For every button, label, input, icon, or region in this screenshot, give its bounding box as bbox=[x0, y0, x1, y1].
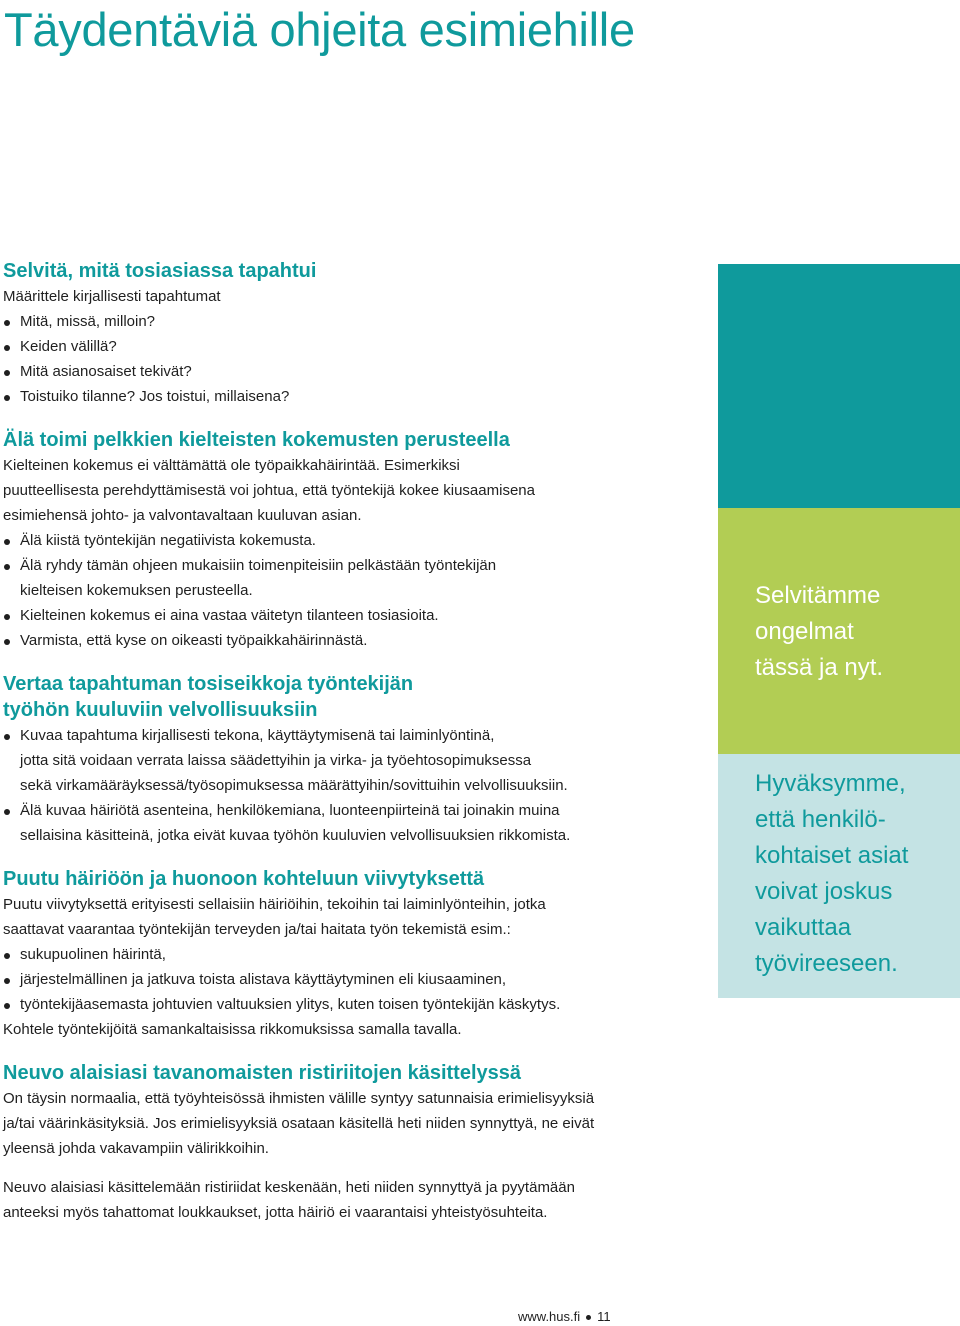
text-line: Puutu viivytyksettä erityisesti sellaisiin häiriöihin, tekoihin tai laiminlyönteihin, jotka bbox=[3, 896, 546, 913]
bullet-list bbox=[3, 942, 703, 1017]
text-line: puutteellisesta perehdyttämisestä voi johtua, että työntekijä kokee kiusaamisena bbox=[3, 482, 535, 499]
bullet-list bbox=[3, 723, 703, 848]
text-line: Älä ryhdy tämän ohjeen mukaisiin toimenpiteisiin pelkästään työntekijän bbox=[20, 557, 497, 574]
section-neuvo bbox=[3, 1060, 703, 1225]
section-heading: Neuvo alaisiasi tavanomaisten ristiriitojen käsittelyssä bbox=[3, 1062, 522, 1084]
bullet-list bbox=[3, 309, 703, 409]
section-intro: Määrittele kirjallisesti tapahtumat bbox=[3, 288, 221, 305]
quote-line: että henkilö- bbox=[755, 806, 886, 833]
page-number: 11 bbox=[597, 1309, 611, 1324]
text-line: Kielteinen kokemus ei välttämättä ole työpaikkahäirintää. Esimerkiksi bbox=[3, 457, 460, 474]
section-paragraph bbox=[3, 1086, 703, 1161]
list-item bbox=[3, 528, 703, 553]
list-item bbox=[3, 553, 703, 603]
quote-line: voivat joskus bbox=[755, 878, 893, 905]
list-item bbox=[3, 798, 703, 848]
section-heading: Puutu häiriöön ja huonoon kohteluun viivytyksettä bbox=[3, 868, 485, 890]
list-item: sukupuolinen häirintä, bbox=[3, 942, 703, 967]
list-item bbox=[3, 603, 703, 628]
heading-line: työhön kuuluviin velvollisuuksiin bbox=[3, 699, 318, 721]
section-vertaa bbox=[3, 671, 703, 848]
quote-line: kohtaiset asiat bbox=[755, 842, 909, 869]
footer-site: www.hus.fi bbox=[518, 1309, 581, 1324]
quote-line: ongelmat bbox=[755, 618, 854, 645]
list-item: Keiden välillä? bbox=[3, 334, 703, 359]
text-line: yleensä johda vakavampiin välirikkoihin. bbox=[3, 1140, 269, 1157]
bullet-list bbox=[3, 528, 703, 653]
text-line: Varmista, että kyse on oikeasti työpaikkahäirinnästä. bbox=[20, 632, 368, 649]
text-line: esimiehensä johto- ja valvontavaltaan kuuluvan asian. bbox=[3, 507, 362, 524]
list-item: järjestelmällinen ja jatkuva toista alistava käyttäytyminen eli kiusaaminen, bbox=[3, 967, 703, 992]
quote-line: Selvitämme bbox=[755, 582, 881, 609]
text-line: Kuvaa tapahtuma kirjallisesti tekona, käyttäytymisenä tai laiminlyöntinä, bbox=[20, 727, 495, 744]
text-line: Neuvo alaisiasi käsittelemään ristiriidat keskenään, heti niiden synnyttyä ja pyytämään bbox=[3, 1179, 575, 1196]
section-heading: Selvitä, mitä tosiasiassa tapahtui bbox=[3, 260, 317, 282]
text-line: jotta sitä voidaan verrata laissa säädettyihin ja virka- ja työehtosopimuksessa bbox=[20, 752, 532, 769]
list-item bbox=[3, 723, 703, 798]
list-item: Toistuiko tilanne? Jos toistui, millaisena? bbox=[3, 384, 703, 409]
section-paragraph bbox=[3, 892, 703, 942]
sidebar-block-light bbox=[718, 754, 960, 998]
quote-line: työvireeseen. bbox=[755, 950, 898, 977]
sidebar-quote bbox=[755, 766, 955, 982]
sidebar-quote bbox=[755, 578, 955, 686]
text-line: anteeksi myös tahattomat loukkaukset, jotta häiriö ei vaarantaisi yhteistyösuhteita. bbox=[3, 1204, 548, 1221]
main-content bbox=[3, 258, 703, 1225]
text-line: Älä kiistä työntekijän negatiivista kokemusta. bbox=[20, 532, 316, 549]
sidebar-block-green bbox=[718, 508, 960, 754]
section-selvita bbox=[3, 258, 703, 409]
list-item: työntekijäasemasta johtuvien valtuuksien ylitys, kuten toisen työntekijän käskytys. bbox=[3, 992, 703, 1017]
text-line: Älä kuvaa häiriötä asenteina, henkilökemiana, luonteenpiirteinä tai joinakin muina bbox=[20, 802, 560, 819]
text-line: saattavat vaarantaa työntekijän terveyden ja/tai haitata työn tekemistä esim.: bbox=[3, 921, 511, 938]
text-line: sellaisina käsitteinä, jotka eivät kuvaa työhön kuuluvien velvollisuuksien rikkomista. bbox=[20, 827, 571, 844]
list-item: Mitä asianosaiset tekivät? bbox=[3, 359, 703, 384]
bullet-separator-icon bbox=[586, 1315, 591, 1320]
page-footer bbox=[518, 1308, 611, 1326]
text-line: sekä virkamääräyksessä/työsopimuksessa määrättyihin/sovittuihin velvollisuuksiin. bbox=[20, 777, 568, 794]
section-paragraph bbox=[3, 1175, 703, 1225]
text-line: kielteisen kokemuksen perusteella. bbox=[20, 582, 253, 599]
text-line: ja/tai väärinkäsityksiä. Jos erimielisyyksiä osataan käsitellä heti niiden synnyttyä, ne eivät bbox=[3, 1115, 595, 1132]
text-line: On täysin normaalia, että työyhteisössä ihmisten välille syntyy satunnaisia erimielisyyksiä bbox=[3, 1090, 595, 1107]
quote-line: vaikuttaa bbox=[755, 914, 852, 941]
page-title: Täydentäviä ohjeita esimiehille bbox=[4, 3, 635, 56]
sidebar-panel bbox=[718, 264, 960, 998]
section-ala-toimi bbox=[3, 427, 703, 653]
heading-line: Vertaa tapahtuman tosiseikkoja työntekijän bbox=[3, 673, 414, 695]
section-closing: Kohtele työntekijöitä samankaltaisissa rikkomuksissa samalla tavalla. bbox=[3, 1021, 462, 1038]
section-heading bbox=[3, 671, 703, 723]
quote-line: Hyväksymme, bbox=[755, 770, 906, 797]
sidebar-block-teal bbox=[718, 264, 960, 508]
section-paragraph bbox=[3, 453, 703, 528]
list-item bbox=[3, 628, 703, 653]
quote-line: tässä ja nyt. bbox=[755, 654, 884, 681]
section-heading: Älä toimi pelkkien kielteisten kokemusten perusteella bbox=[3, 429, 510, 451]
list-item: Mitä, missä, milloin? bbox=[3, 309, 703, 334]
text-line: Kielteinen kokemus ei aina vastaa väitetyn tilanteen tosiasioita. bbox=[20, 607, 439, 624]
section-puutu bbox=[3, 866, 703, 1042]
